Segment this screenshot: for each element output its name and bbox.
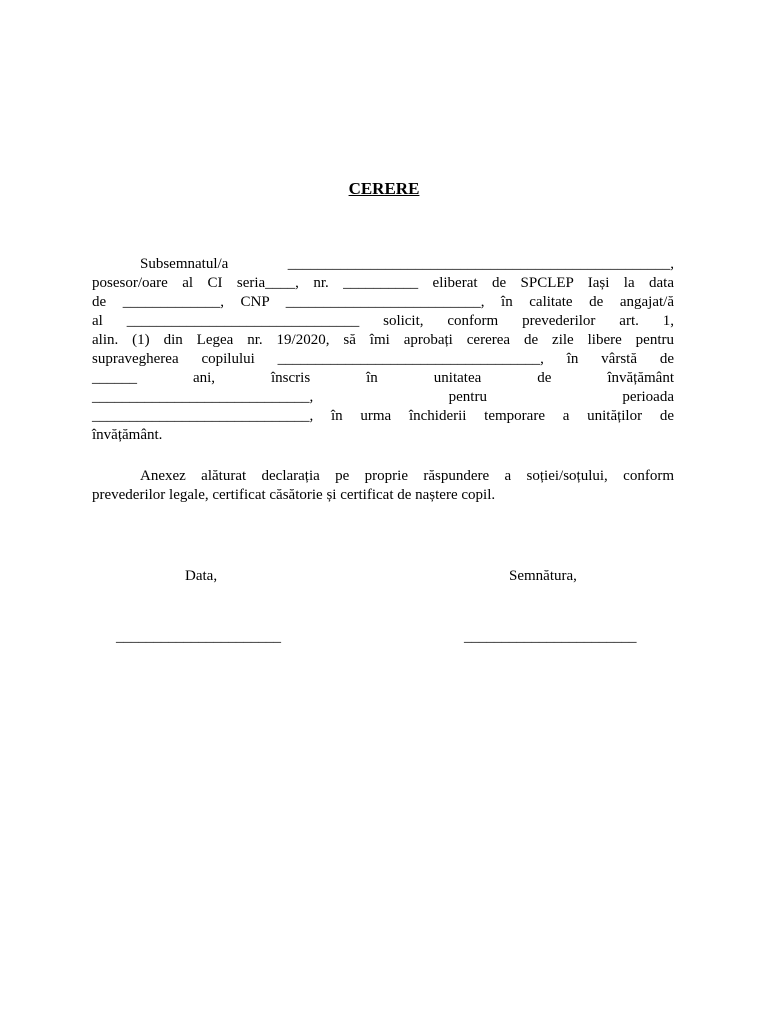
paragraph-line: _____________________________, pentru perioada [92, 389, 674, 405]
annex-paragraph [92, 467, 674, 505]
signature-label: Semnătura, [509, 568, 577, 584]
paragraph-line: Subsemnatul/a ___________________________________________________, [140, 256, 674, 272]
date-line: ______________________ [116, 629, 281, 645]
paragraph-line: ______ ani, înscris în unitatea de învățământ [92, 370, 674, 386]
document-title: CERERE [348, 179, 420, 198]
date-label: Data, [185, 568, 218, 584]
paragraph-line: posesor/oare al CI seria____, nr. __________ eliberat de SPCLEP Iași la data [92, 275, 674, 291]
paragraph-line: _____________________________, în urma închiderii temporare a unităților de [92, 408, 674, 424]
paragraph-line: învățământ. [92, 427, 163, 443]
signature-line: _______________________ [464, 629, 637, 645]
request-paragraph [92, 255, 674, 445]
paragraph-line: Anexez alăturat declarația pe proprie răspundere a soției/soțului, conform [140, 468, 674, 484]
paragraph-line: prevederilor legale, certificat căsătorie și certificat de naștere copil. [92, 487, 496, 503]
paragraph-line: de _____________, CNP __________________________, în calitate de angajat/ă [92, 294, 674, 310]
paragraph-line: alin. (1) din Legea nr. 19/2020, să îmi aprobați cererea de zile libere pentru [92, 332, 674, 348]
paragraph-line: al _______________________________ solicit, conform prevederilor art. 1, [92, 313, 674, 329]
paragraph-line: supravegherea copilului ___________________________________, în vârstă de [92, 351, 674, 367]
